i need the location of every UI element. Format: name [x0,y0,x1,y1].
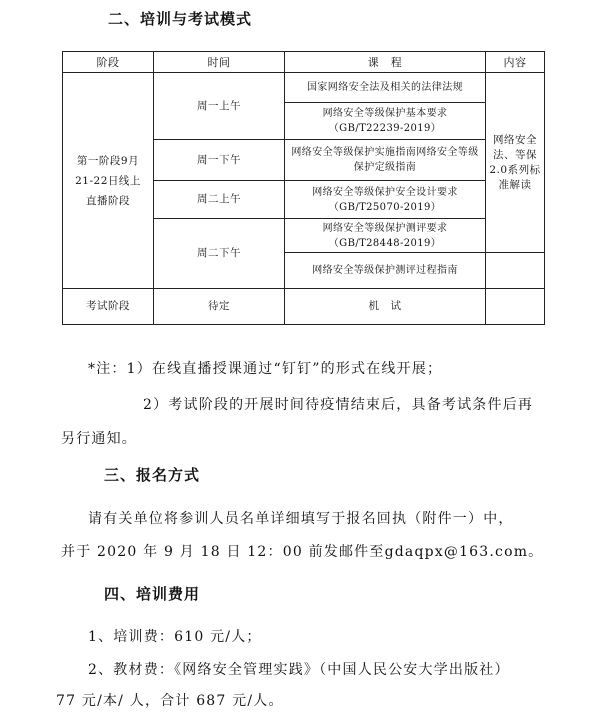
content-empty-cell [486,253,545,289]
fee-line-2: 2、教材费：《网络安全管理实践》（中国人民公安大学出版社） [88,662,510,678]
course-4: 网络安全等级保护安全设计要求（GB/T25070-2019） [285,181,486,219]
stage1-cell: 第一阶段9月21-22日线上直播阶段 [63,73,154,289]
section2-heading: 二、培训与考试模式 [108,10,253,28]
slot-mon-am: 周一上午 [154,73,285,140]
header-content: 内容 [486,52,545,73]
fee-line-3: 77 元/本/ 人，合计 687 元/人。 [56,693,284,709]
course-1: 国家网络安全法及相关的法律法规 [285,73,486,103]
table-row [63,73,545,103]
table-row-exam [63,289,545,325]
course-2: 网络安全等级保护基本要求（GB/T22239-2019） [285,103,486,140]
table-header-row [63,52,545,73]
schedule-table [62,51,545,325]
exam-time: 待定 [154,289,285,325]
note-line-3: 另行通知。 [61,431,137,447]
course-3: 网络安全等级保护实施指南网络安全等级保护定级指南 [285,140,486,181]
header-stage: 阶段 [63,52,154,73]
course-5: 网络安全等级保护测评要求（GB/T28448-2019） [285,219,486,253]
slot-tue-am: 周二上午 [154,181,285,219]
slot-tue-pm: 周二下午 [154,219,285,289]
course-6: 网络安全等级保护测评过程指南 [285,253,486,289]
exam-stage: 考试阶段 [63,289,154,325]
content-cell: 网络安全法、等保2.0系列标准解读 [486,73,545,253]
note-line-2: 2）考试阶段的开展时间待疫情结束后，具备考试条件后再 [143,397,534,413]
note-line-1: *注：1）在线直播授课通过“钉钉”的形式在线开展； [88,361,443,377]
section3-line-1: 请有关单位将参训人员名单详细填写于报名回执（附件一）中， [88,511,514,527]
section4-heading: 四、培训费用 [104,585,201,603]
header-time: 时间 [154,52,285,73]
exam-content-empty [486,289,545,325]
section3-heading: 三、报名方式 [104,466,201,484]
header-course: 课 程 [285,52,486,73]
section3-line-2: 并于 2020 年 9 月 18 日 12：00 前发邮件至gdaqpx@163.com。 [61,544,544,560]
exam-course: 机 试 [285,289,486,325]
slot-mon-pm: 周一下午 [154,140,285,181]
fee-line-1: 1、培训费：610 元/人； [88,629,262,645]
